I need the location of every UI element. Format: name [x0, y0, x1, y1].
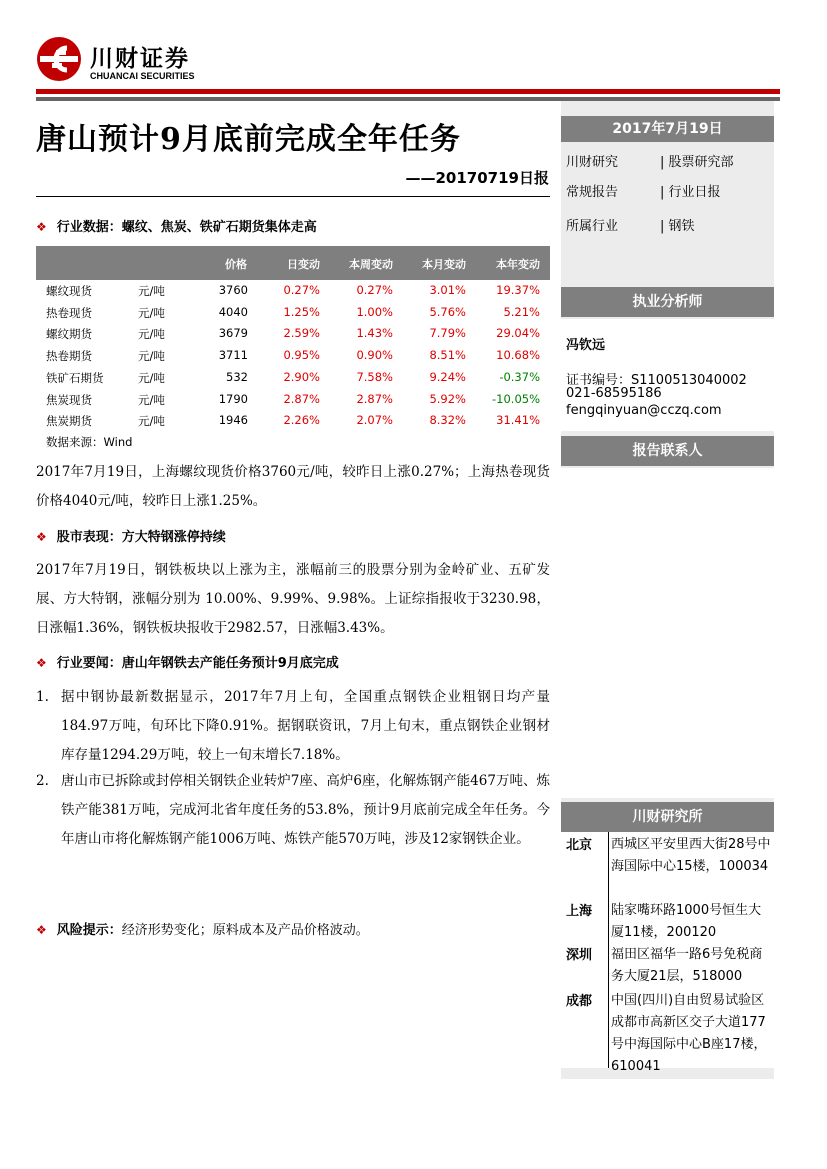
office-address: 福田区福华一路6号免税商务大厦21层，518000 — [611, 947, 763, 984]
row-unit: 元/吨 — [138, 327, 165, 342]
analyst-cert: 证书编号：S1100513040002 — [566, 373, 747, 388]
col-header-month: 本月变动 — [422, 258, 466, 271]
info-value: | 钢铁 — [660, 219, 695, 234]
diamond-bullet-icon: ❖ — [36, 220, 47, 234]
institute-header: 川财研究所 — [561, 802, 774, 832]
table-row — [36, 303, 550, 324]
row-name: 热卷期货 — [46, 349, 92, 364]
row-price: 1790 — [218, 391, 248, 406]
info-value: | 行业日报 — [660, 185, 721, 200]
info-label: 常规报告 — [566, 185, 619, 200]
row-year-change: -10.05% — [492, 391, 540, 406]
row-day-change: 2.26% — [283, 413, 320, 428]
section-news — [36, 652, 339, 671]
row-year-change: 5.21% — [503, 304, 540, 319]
row-name: 焦炭期货 — [46, 414, 92, 429]
row-year-change: 29.04% — [496, 326, 540, 341]
row-month-change: 3.01% — [429, 283, 466, 297]
table-source: 数据来源：Wind — [46, 435, 133, 449]
office-city: 深圳 — [566, 948, 593, 963]
row-month-change: 8.51% — [429, 348, 466, 363]
office-address: 西城区平安里西大街28号中海国际中心15楼，100034 — [611, 837, 771, 874]
row-day-change: 0.27% — [283, 283, 320, 297]
info-label: 川财研究 — [566, 155, 619, 170]
section-heading: 行业数据：螺纹、焦炭、铁矿石期货集体走高 — [56, 220, 317, 235]
row-day-change: 1.25% — [283, 304, 320, 319]
list-number: 1. — [36, 689, 49, 705]
list-number: 2. — [36, 773, 49, 789]
row-unit: 元/吨 — [138, 392, 165, 407]
row-day-change: 2.90% — [283, 369, 320, 384]
table-row — [36, 324, 550, 345]
row-week-change: 1.00% — [356, 304, 393, 319]
section-market — [36, 526, 226, 545]
col-header-day: 日变动 — [287, 258, 320, 271]
risk-text: 经济形势变化；原料成本及产品价格波动。 — [121, 923, 369, 938]
section-heading: 股市表现：方大特钢涨停持续 — [56, 530, 226, 545]
row-price: 532 — [226, 369, 248, 384]
row-price: 1946 — [218, 413, 248, 428]
table-row — [36, 411, 550, 432]
title-rule — [36, 196, 550, 197]
table-row — [36, 346, 550, 367]
row-month-change: 7.79% — [429, 326, 466, 341]
sidebar-info-row — [566, 151, 734, 170]
row-year-change: 31.41% — [496, 413, 540, 428]
row-price: 3679 — [218, 326, 248, 341]
table-row — [36, 281, 550, 302]
row-price: 4040 — [218, 304, 248, 319]
market-summary: 2017年7月19日，钢铁板块以上涨为主，涨幅前三的股票分别为金岭矿业、五矿发展、方大特钢，涨幅分别为 10.00%、9.99%、9.98%。上证综指报收于3230.98，日涨幅1.36%，钢铁板块报收于2982.57，日涨幅3.43%。 — [36, 562, 550, 636]
risk-label: 风险提示： — [56, 923, 122, 938]
info-value: | 股票研究部 — [660, 155, 734, 170]
row-name: 热卷现货 — [46, 305, 92, 320]
table-row — [36, 390, 550, 411]
row-day-change: 0.95% — [283, 348, 320, 363]
row-unit: 元/吨 — [138, 284, 165, 298]
row-unit: 元/吨 — [138, 349, 165, 364]
info-label: 所属行业 — [566, 219, 619, 234]
office-city: 北京 — [566, 838, 593, 853]
office-address: 中国(四川)自由贸易试验区成都市高新区交子大道177号中海国际中心B座17楼，610041 — [611, 993, 767, 1074]
sidebar-info-row — [566, 215, 695, 234]
section-risk — [36, 919, 369, 938]
row-unit: 元/吨 — [138, 414, 165, 429]
row-price: 3711 — [218, 348, 248, 363]
row-year-change: 10.68% — [496, 348, 540, 363]
analyst-header: 执业分析师 — [561, 287, 774, 317]
row-week-change: 7.58% — [356, 369, 393, 384]
row-name: 焦炭现货 — [46, 392, 92, 407]
row-name: 螺纹期货 — [46, 327, 92, 342]
row-day-change: 2.87% — [283, 391, 320, 406]
diamond-bullet-icon: ❖ — [36, 656, 47, 670]
analyst-email[interactable]: fengqinyuan@cczq.com — [566, 403, 722, 418]
office-city: 成都 — [566, 994, 593, 1009]
row-week-change: 2.87% — [356, 391, 393, 406]
contact-panel — [561, 468, 774, 798]
row-month-change: 5.76% — [429, 304, 466, 319]
diamond-bullet-icon: ❖ — [36, 530, 47, 544]
row-week-change: 1.43% — [356, 326, 393, 341]
price-summary: 2017年7月19日，上海螺纹现货价格3760元/吨，较昨日上涨0.27%；上海热卷现货价格4040元/吨，较昨日上涨1.25%。 — [36, 464, 550, 509]
diamond-bullet-icon: ❖ — [36, 923, 47, 937]
table-row — [36, 368, 550, 389]
section-industry-data — [36, 216, 317, 235]
row-week-change: 2.07% — [356, 413, 393, 428]
row-month-change: 5.92% — [429, 391, 466, 406]
row-name: 螺纹现货 — [46, 284, 92, 298]
col-header-year: 本年变动 — [496, 258, 540, 271]
row-month-change: 8.32% — [429, 413, 466, 428]
row-week-change: 0.90% — [356, 348, 393, 363]
office-divider — [608, 832, 609, 1068]
row-year-change: -0.37% — [499, 369, 540, 384]
analyst-name: 冯钦远 — [566, 338, 606, 353]
brand-name: 川财证券 — [90, 46, 190, 72]
row-week-change: 0.27% — [356, 283, 393, 297]
row-unit: 元/吨 — [138, 370, 165, 385]
brand-name-en: CHUANCAI SECURITIES — [90, 71, 195, 81]
col-header-price: 价格 — [225, 258, 247, 271]
row-month-change: 9.24% — [429, 369, 466, 384]
report-subtitle: ——20170719日报 — [405, 169, 549, 187]
office-city: 上海 — [566, 904, 593, 919]
row-price: 3760 — [218, 283, 248, 297]
analyst-phone: 021-68595186 — [566, 386, 662, 401]
col-header-week: 本周变动 — [349, 258, 393, 271]
chuancai-logo — [36, 36, 82, 82]
news-text: 唐山市已拆除或封停相关钢铁企业转炉7座、高炉6座，化解炼钢产能467万吨、炼铁产能381万吨，完成河北省年度任务的53.8%，预计9月底前完成全年任务。今年唐山市将化解炼钢产能1006万吨、炼铁产能570万吨，涉及12家钢铁企业。 — [61, 773, 550, 847]
news-text: 据中钢协最新数据显示，2017年7月上旬，全国重点钢铁企业粗钢日均产量184.97万吨，旬环比下降0.91%。据钢联资讯，7月上旬末，重点钢铁企业钢材库存量1294.29万吨，较上一旬末增长7.18%。 — [61, 689, 550, 763]
row-day-change: 2.59% — [283, 326, 320, 341]
contact-header: 报告联系人 — [561, 436, 774, 466]
office-address: 陆家嘴环路1000号恒生大厦11楼，200120 — [611, 903, 762, 940]
header-red-rule — [36, 89, 780, 94]
report-date: 2017年7月19日 — [561, 116, 774, 142]
section-heading: 行业要闻：唐山年钢铁去产能任务预计9月底完成 — [56, 656, 339, 671]
sidebar-info-row — [566, 181, 721, 200]
row-name: 铁矿石期货 — [46, 370, 104, 385]
row-unit: 元/吨 — [138, 305, 165, 320]
row-year-change: 19.37% — [496, 283, 540, 297]
report-title: 唐山预计9月底前完成全年任务 — [36, 122, 461, 157]
